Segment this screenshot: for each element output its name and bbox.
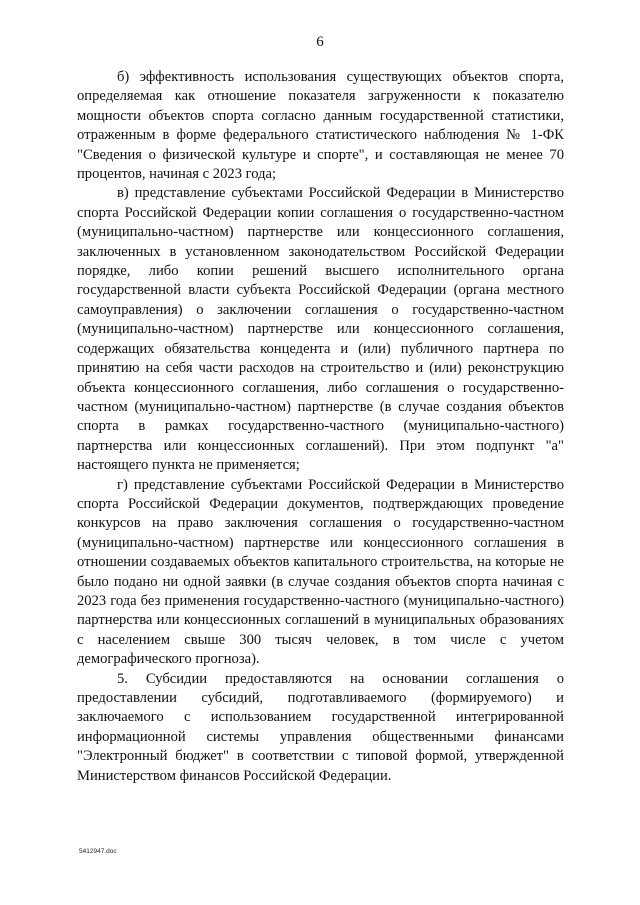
page-number: 6 [316,34,324,50]
paragraph-item-5: 5. Субсидии предоставляются на основании соглашения о предоставлении субсидий, подготавливаемого (формируемого) и заключаемого с использованием государственной интегрированной информационной системы управления общественными финансами "Электронный бюджет" в соответствии с типовой формой, утвержденной Министерством финансов Российской Федерации. [77,670,564,784]
document-file-id: 5412947.doc [79,848,117,855]
paragraph-subitem-g: г) представление субъектами Российской Федерации в Министерство спорта Российской Федерации документов, подтверждающих проведение конкурсов на право заключения соглашения о государственно-частном (муниципально-частном) партнерстве или концессионного соглашения в отношении создаваемых объектов капитального строительства, на которые не было подано ни одной заявки (в случае создания объектов спорта начиная с 2023 года без применения государственно-частного (муниципально-частного) партнерства или концессионных соглашений в муниципальных образованиях с населением свыше 300 тысяч человек, в том числе с учетом демографического прогноза). [77,476,564,668]
document-body [77,68,564,786]
paragraph-subitem-v: в) представление субъектами Российской Федерации в Министерство спорта Российской Федерации копии соглашения о государственно-частном (муниципально-частном) партнерстве или концессионного соглашения, заключенных в установленном законодательством Российской Федерации порядке, либо копии решений высшего исполнительного органа государственной власти субъекта Российской Федерации (органа местного самоуправления) о заключении соглашения о государственно-частном (муниципально-частном) партнерстве или концессионного соглашения, содержащих обязательства концедента и (или) публичного партнера по принятию на себя части расходов на строительство и (или) реконструкцию объекта концессионного соглашения, либо соглашения о государственно-частном (муниципально-частном) партнерстве (в случае создания объектов спорта в рамках государственно-частного (муниципально-частного) партнерства или концессионных соглашений). При этом подпункт "а" настоящего пункта не применяется; [77,185,564,474]
paragraph-subitem-b: б) эффективность использования существующих объектов спорта, определяемая как отношение показателя загруженности к показателю мощности объектов спорта согласно данным государственной статистики, отраженным в форме федерального статистического наблюдения № 1-ФК "Сведения о физической культуре и спорте", и составляющая не менее 70 процентов, начиная с 2023 года; [77,69,564,183]
